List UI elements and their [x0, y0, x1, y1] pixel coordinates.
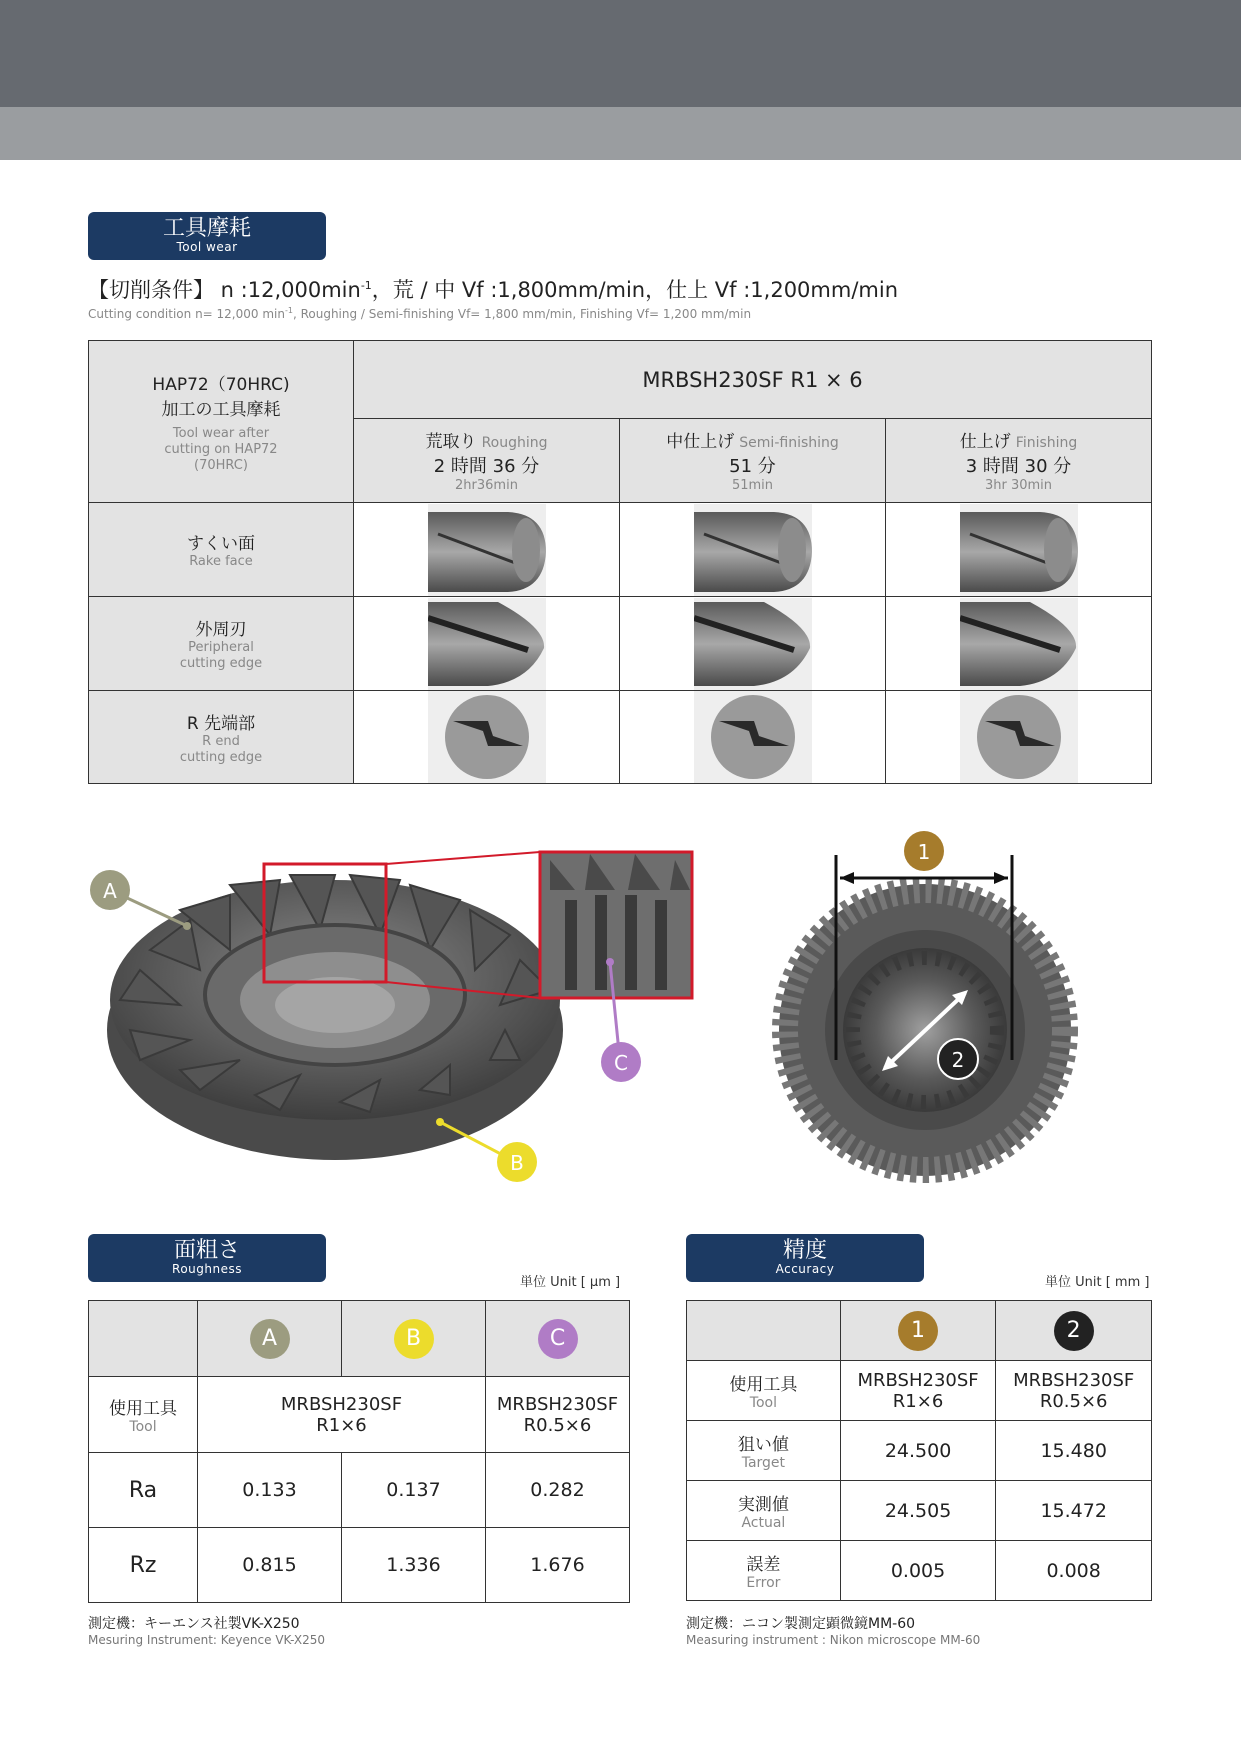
stage-jp: 中仕上げ [666, 432, 735, 452]
corner-line1: HAP72（70HRC) [152, 374, 290, 395]
accuracy-note-en: Measuring instrument : Nikon microscope MM-60 [686, 1633, 981, 1647]
acc-row-target [687, 1421, 841, 1481]
acc-value: 0.005 [840, 1541, 996, 1601]
tool-label-en: Tool [129, 1419, 157, 1435]
roughness-title-jp: 面粗さ [173, 1238, 240, 1263]
rough-col-a [198, 1301, 342, 1377]
acc-corner [687, 1301, 841, 1361]
marker-b-label: B [510, 1151, 524, 1175]
rake-face-photo-semi [694, 504, 812, 596]
photo-cell [354, 597, 620, 691]
photo-cell [620, 503, 886, 597]
stage-en: Roughing [481, 435, 548, 451]
accuracy-title-jp: 精度 [782, 1238, 827, 1263]
col-b-circle: B [394, 1319, 434, 1359]
acc-value: 24.505 [840, 1481, 996, 1541]
cond-jp-sup: -1 [360, 279, 372, 292]
row-label-en: Peripheral [188, 640, 254, 655]
acc-row-actual [687, 1481, 841, 1541]
tool-label-en: Tool [749, 1395, 777, 1411]
row-label-rake-face [89, 503, 354, 597]
rough-tool-1 [198, 1377, 486, 1453]
cond-en-post: , Roughing / Semi-finishing Vf= 1,800 mm/min, Finishing Vf= 1,200 mm/min [292, 307, 752, 321]
header-band [0, 0, 1241, 107]
photo-cell [354, 503, 620, 597]
section-title-accuracy [686, 1234, 924, 1282]
tool-wear-table [88, 340, 1152, 784]
photo-cell [886, 503, 1152, 597]
tool1-line2: R1×6 [316, 1414, 367, 1436]
stage-finishing [886, 419, 1152, 503]
roughness-table [88, 1300, 630, 1603]
row-label-jp: 実測値 [737, 1495, 789, 1515]
rough-value: 0.133 [198, 1453, 342, 1528]
tool1-line1: MRBSH230SF [280, 1393, 403, 1415]
rough-col-c [486, 1301, 630, 1377]
row-label-r-end [89, 691, 354, 784]
acc-col-1 [840, 1301, 996, 1361]
marker-2-label: 2 [951, 1048, 965, 1072]
photo-cell [620, 597, 886, 691]
section-title-en: Tool wear [176, 240, 238, 254]
row-label-jp: 誤差 [746, 1555, 781, 1575]
marker-1-label: 1 [917, 840, 931, 864]
row-label-en: Error [746, 1575, 781, 1591]
acc-tool-1 [840, 1361, 996, 1421]
rough-row-label: Ra [89, 1453, 198, 1528]
cond-jp-pre: 【切削条件】 n :12,000min [88, 278, 361, 302]
rough-col-b [342, 1301, 486, 1377]
acc-value: 24.500 [840, 1421, 996, 1481]
rough-value: 0.815 [198, 1528, 342, 1603]
accuracy-unit: 単位 Unit [ mm ] [1045, 1275, 1150, 1290]
accuracy-table [686, 1300, 1152, 1601]
cond-en-pre: Cutting condition n= 12,000 min [88, 307, 285, 321]
accuracy-title-en: Accuracy [775, 1262, 835, 1276]
stage-time-en: 2hr36min [455, 478, 518, 493]
photo-cell [886, 597, 1152, 691]
photo-cell [354, 691, 620, 784]
r-end-photo-finishing [960, 691, 1078, 783]
peripheral-photo-semi [694, 598, 812, 690]
corner-en1: Tool wear after [172, 425, 270, 441]
row-label-jp: 狙い値 [737, 1435, 789, 1455]
row-label-jp: R 先端部 [186, 713, 256, 734]
tool1-line2: R1×6 [892, 1390, 944, 1412]
r-end-photo-roughing [428, 691, 546, 783]
acc-value: 15.472 [996, 1481, 1152, 1541]
rough-value: 0.137 [342, 1453, 486, 1528]
roughness-title-en: Roughness [172, 1262, 242, 1276]
col-1-circle: 1 [898, 1311, 938, 1351]
gear-diagram-right [760, 830, 1090, 1190]
photo-cell [620, 691, 886, 784]
acc-row-error [687, 1541, 841, 1601]
roughness-unit: 単位 Unit [ μm ] [520, 1275, 621, 1290]
acc-value: 0.008 [996, 1541, 1152, 1601]
row-label-en2: cutting edge [179, 656, 263, 671]
photo-cell [886, 691, 1152, 784]
cutting-condition-en [88, 306, 751, 321]
rough-corner [89, 1301, 198, 1377]
stage-semi-finishing [620, 419, 886, 503]
rough-row-label: Rz [89, 1528, 198, 1603]
stage-jp: 仕上げ [959, 432, 1011, 452]
wear-corner-cell [89, 341, 354, 503]
corner-en2: cutting on HAP72 [164, 441, 278, 457]
roughness-note-en: Mesuring Instrument: Keyence VK-X250 [88, 1633, 325, 1647]
rough-tool-label [89, 1377, 198, 1453]
tool2-line1: MRBSH230SF [496, 1393, 619, 1415]
rough-value: 0.282 [486, 1453, 630, 1528]
col-c-circle: C [538, 1319, 578, 1359]
stage-time-en: 51min [731, 478, 774, 493]
row-label-peripheral [89, 597, 354, 691]
cutting-condition-jp [88, 274, 898, 304]
acc-tool-label [687, 1361, 841, 1421]
marker-a-label: A [103, 879, 117, 903]
stage-time: 2 時間 36 分 [433, 456, 540, 477]
stage-en: Semi-finishing [739, 435, 839, 451]
cond-en-sup: -1 [284, 306, 293, 315]
stage-jp: 荒取り [425, 432, 477, 452]
stage-time-en: 3hr 30min [984, 478, 1053, 493]
r-end-photo-semi [694, 691, 812, 783]
row-label-jp: 外周刃 [195, 620, 247, 640]
row-label-en: Actual [741, 1515, 786, 1531]
section-title-jp: 工具摩耗 [162, 216, 251, 241]
rake-face-photo-finishing [960, 504, 1078, 596]
accuracy-note-jp: 測定機：ニコン製測定顕微鏡MM-60 [686, 1616, 916, 1632]
gear-diagram-left [80, 840, 720, 1200]
row-label-en: R end [202, 733, 240, 749]
tool2-line1: MRBSH230SF [1013, 1369, 1135, 1391]
rough-value: 1.676 [486, 1528, 630, 1603]
tool-label-jp: 使用工具 [109, 1399, 177, 1419]
row-label-en: Rake face [189, 554, 253, 569]
tool1-line1: MRBSH230SF [857, 1369, 979, 1391]
stage-time: 51 分 [729, 456, 776, 477]
header-subband [0, 107, 1241, 160]
acc-tool-2 [996, 1361, 1152, 1421]
section-title-tool-wear [88, 212, 326, 260]
peripheral-photo-roughing [428, 598, 546, 690]
rough-tool-2 [486, 1377, 630, 1453]
corner-line2: 加工の工具摩耗 [161, 399, 281, 420]
tool2-line2: R0.5×6 [523, 1414, 592, 1436]
stage-roughing [354, 419, 620, 503]
rough-value: 1.336 [342, 1528, 486, 1603]
tool2-line2: R0.5×6 [1039, 1390, 1108, 1412]
row-label-jp: すくい面 [187, 534, 255, 554]
col-a-circle: A [250, 1319, 290, 1359]
col-2-circle: 2 [1054, 1311, 1094, 1351]
rake-face-photo-roughing [428, 504, 546, 596]
tool-label-jp: 使用工具 [729, 1375, 798, 1395]
marker-c-label: C [614, 1051, 628, 1075]
cond-jp-post: ，荒 / 中 Vf :1,800mm/min，仕上 Vf :1,200mm/min [371, 278, 899, 302]
row-label-en: Target [741, 1455, 786, 1471]
row-label-en2: cutting edge [179, 749, 263, 765]
roughness-note-jp: 測定機：キーエンス社製VK-X250 [88, 1616, 300, 1632]
peripheral-photo-finishing [960, 598, 1078, 690]
wear-tool-name: MRBSH230SF R1 × 6 [354, 341, 1152, 419]
stage-time: 3 時間 30 分 [965, 456, 1072, 477]
section-title-roughness [88, 1234, 326, 1282]
acc-col-2 [996, 1301, 1152, 1361]
acc-value: 15.480 [996, 1421, 1152, 1481]
corner-en3: (70HRC) [194, 457, 248, 473]
stage-en: Finishing [1015, 435, 1078, 451]
